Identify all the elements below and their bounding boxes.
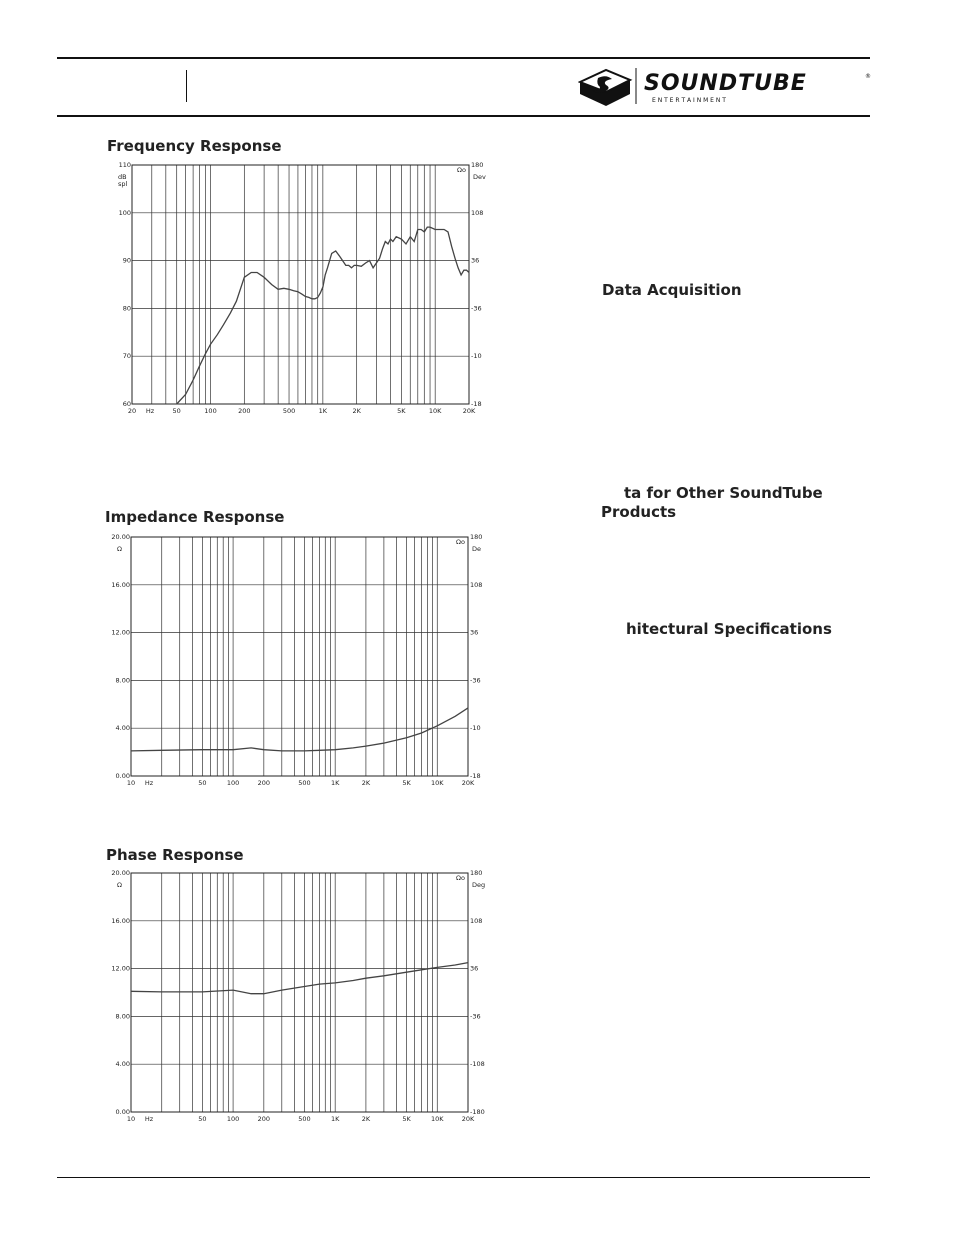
x-tick-label: 500 [298,779,311,787]
y2-tick-label: -108 [470,1060,485,1069]
x-tick-label: 100 [226,1115,240,1123]
x-tick-label: 50 [198,1115,207,1123]
y2-tick-label: 108 [471,208,484,217]
y-tick-label: 20.00 [111,869,130,877]
x-tick-label: 5K [397,407,406,415]
y2-tick-label: 180 [470,533,483,541]
y-tick-label: 60 [122,400,131,408]
side-heading-architectural-specs: hitectural Specifications [626,620,832,638]
x-tick-label: 1K [330,1115,340,1123]
x-tick-label: 10K [430,1115,444,1123]
x-tick-label: 10 [126,779,136,787]
side-heading-data-acquisition: Data Acquisition [602,281,742,299]
header-top-rule [57,57,870,59]
y2-tick-label: 36 [471,256,480,265]
left-unit-sub-label: spl [118,180,128,188]
brand-logo [578,64,873,108]
y-tick-label: 20.00 [111,533,130,541]
left-unit-label: Ω [117,545,122,553]
series-line [131,708,468,751]
impedance-chart-title: Impedance Response [105,508,285,526]
left-unit-label: dB [118,173,127,181]
right-unit-label: Ωo [456,538,465,546]
y-tick-label: 12.00 [111,628,130,637]
y2-tick-label: 180 [470,869,483,877]
x-tick-label: 5K [402,1115,411,1123]
x-tick-label: 10K [430,779,444,787]
y2-tick-label: 180 [471,161,484,169]
x-tick-label: 5K [402,779,411,787]
y-tick-label: 80 [122,304,131,313]
y2-tick-label: -10 [471,352,482,361]
right-unit-sub-label: Deg [472,881,486,889]
x-tick-label: 2K [361,779,371,787]
x-tick-label: 500 [298,1115,311,1123]
frequency-chart-title: Frequency Response [107,137,282,155]
x-tick-label: 1K [330,779,340,787]
x-tick-label: 20K [461,1115,475,1123]
x-tick-label: 500 [282,407,296,415]
x-tick-label: Hz [144,779,154,787]
y2-tick-label: 108 [470,580,483,589]
x-tick-label: 50 [198,779,207,787]
y-tick-label: 100 [118,208,131,217]
y2-tick-label: 108 [470,916,483,925]
x-tick-label: 2K [361,1115,371,1123]
y-tick-label: 0.00 [115,772,130,780]
y-tick-label: 90 [122,256,131,265]
y-tick-label: 16.00 [111,916,130,925]
right-unit-label: Ωo [456,874,465,882]
x-tick-label: 1K [318,407,328,415]
x-tick-label: 20K [461,779,475,787]
y2-tick-label: -18 [470,772,481,780]
y-tick-label: 8.00 [115,1012,130,1021]
y-tick-label: 4.00 [115,724,130,733]
right-unit-sub-label: Dev [473,173,486,181]
x-tick-label: 100 [204,407,217,415]
x-tick-label: Hz [145,407,155,415]
y-tick-label: 70 [122,352,131,361]
y-tick-label: 16.00 [111,580,130,589]
x-tick-label: 200 [257,1115,271,1123]
y2-tick-label: -180 [470,1108,485,1116]
x-tick-label: 200 [257,779,271,787]
right-unit-label: Ωo [457,166,466,174]
plot-frame [132,165,469,404]
brand-tagline: E N T E R T A I N M E N T [652,97,726,104]
y-tick-label: 0.00 [115,1108,130,1116]
x-tick-label: 20K [462,407,476,415]
x-tick-label: 20 [127,407,137,415]
y2-tick-label: -36 [471,304,482,313]
x-tick-label: 10K [428,407,442,415]
x-tick-label: 50 [172,407,181,415]
y2-tick-label: -36 [470,1012,481,1021]
y-tick-label: 110 [118,161,131,169]
header-bottom-rule [57,115,870,117]
y2-tick-label: 36 [470,628,479,637]
x-tick-label: 200 [238,407,251,415]
plot-frame [131,537,468,776]
y-tick-label: 8.00 [115,676,130,685]
header-separator [186,70,187,102]
x-tick-label: 10 [126,1115,136,1123]
x-tick-label: 2K [352,407,361,415]
y-tick-label: 12.00 [111,964,130,973]
side-heading-other-products: ta for Other SoundTube [624,484,823,502]
brand-registered-mark: ® [865,73,871,80]
y-tick-label: 4.00 [115,1060,130,1069]
right-unit-sub-label: De [472,545,482,553]
x-tick-label: Hz [144,1115,154,1123]
series-line [131,963,468,994]
y2-tick-label: 36 [470,964,479,973]
impedance-response-chart [112,532,502,792]
side-heading-products: Products [601,503,677,521]
x-tick-label: 100 [226,779,240,787]
soundtube-emblem-icon [580,70,630,106]
left-unit-label: Ω [117,881,122,889]
brand-name: SOUNDTUBE [644,71,807,96]
phase-response-chart [112,868,502,1128]
y2-tick-label: -36 [470,676,481,685]
phase-chart-title: Phase Response [106,846,244,864]
frequency-response-chart [112,160,502,420]
y2-tick-label: -10 [470,724,481,733]
y2-tick-label: -18 [471,400,482,408]
footer-rule [57,1177,870,1178]
